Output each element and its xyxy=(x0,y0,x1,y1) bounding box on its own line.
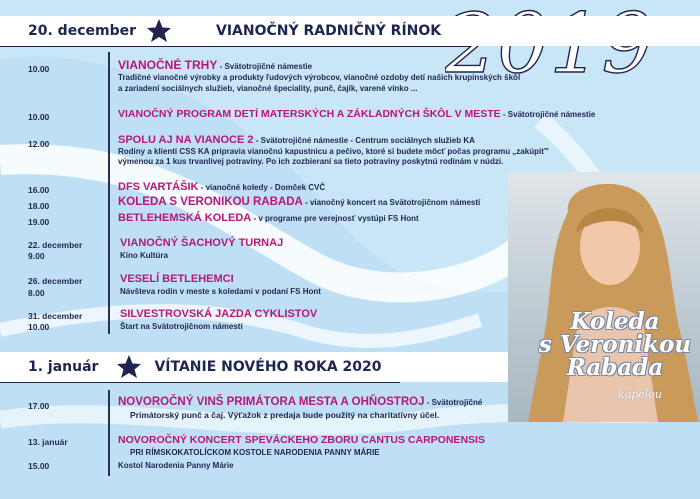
singer-photo xyxy=(508,172,700,422)
timeline-line xyxy=(108,52,110,334)
photo-title-line: Rabada xyxy=(566,354,664,381)
star-icon xyxy=(146,18,172,44)
event-title: VIANOČNÉ TRHY xyxy=(118,58,218,72)
event-date: 31. december xyxy=(28,311,83,321)
event-title: VIANOČNÝ ŠACHOVÝ TURNAJ xyxy=(120,237,284,249)
event-location: - Svätotrojičné námestie xyxy=(500,110,596,119)
event-location: - Svätotrojičné xyxy=(424,398,483,407)
event-title-betlehemska-koleda xyxy=(118,211,419,226)
event-title: SILVESTROVSKÁ JAZDA CYKLISTOV xyxy=(120,308,318,320)
event-desc-line: Kino Kultúra xyxy=(120,251,168,260)
event-desc-line: Primátorský punč a čaj. Výťažok z predaja bude použitý na charitatívny účel. xyxy=(130,410,440,420)
event-date: 26. december xyxy=(28,276,83,286)
event-time: 10.00 xyxy=(28,112,50,122)
event-desc-line: Rodiny a klienti CSS KA pripravia vianočnú kapustnicu a pečivo, ktoré si budete môcť počas programu „zakúpiť" xyxy=(118,147,549,156)
event-title-sachovy-turnaj xyxy=(120,236,283,250)
event-location: - Svätotrojičné námestie - Centrum sociálnych služieb KA xyxy=(253,136,475,145)
event-location: - vianočné koledy - Domček CVČ xyxy=(198,183,326,192)
event-time: 15.00 xyxy=(28,461,50,471)
event-desc-line: Tradičné vianočné výrobky a produkty ľudových výrobcov, vianočné ozdoby detí našich krupinských škôl xyxy=(118,73,521,82)
section-band-december xyxy=(0,16,700,46)
event-time: 10.00 xyxy=(28,322,50,332)
event-title-silvestrovska-jazda xyxy=(120,307,317,321)
event-title-koleda xyxy=(118,195,480,210)
event-location: - v programe pre verejnosť vystúpi FS Hont xyxy=(251,214,419,223)
event-desc-line: Kostol Narodenia Panny Márie xyxy=(118,461,234,470)
event-time: 8.00 xyxy=(28,288,45,298)
event-title: VIANOČNÝ PROGRAM DETÍ MATERSKÝCH A ZÁKLADNÝCH ŠKÔL V MESTE xyxy=(118,108,501,120)
timeline-line xyxy=(108,390,110,476)
event-date: 13. január xyxy=(28,437,68,447)
star-icon xyxy=(116,354,142,380)
section-date: 20. december xyxy=(28,23,136,39)
singer-portrait xyxy=(508,172,700,422)
photo-title-line: Koleda xyxy=(570,308,660,335)
event-time: 17.00 xyxy=(28,401,50,411)
event-title-novorocny-vins xyxy=(118,395,482,410)
section-date: 1. január xyxy=(28,359,99,375)
event-title: NOVOROČNÝ KONCERT SPEVÁCKEHO ZBORU CANTUS CARPONENSIS xyxy=(118,434,485,446)
event-title-dfs-vartasik xyxy=(118,180,325,195)
photo-title xyxy=(530,310,700,379)
event-title-spolu-aj-na-vianoce xyxy=(118,133,475,148)
photo-title-line: s Veronikou xyxy=(538,331,692,358)
event-title: SPOLU AJ NA VIANOCE 2 xyxy=(118,134,254,146)
event-desc-line: Štart na Svätotrojičnom námestí xyxy=(120,322,243,331)
event-time: 10.00 xyxy=(28,64,50,74)
event-title: VESELÍ BETLEHEMCI xyxy=(120,273,234,285)
event-desc-line: Návšteva rodín v meste s koledami v podaní FS Hont xyxy=(120,287,321,296)
event-title: DFS VARTÁŠIK xyxy=(118,181,199,193)
section-title: VÍTANIE NOVÉHO ROKA 2020 xyxy=(154,359,382,375)
event-time: 12.00 xyxy=(28,139,50,149)
event-desc-line: výmenou za 1 kus trvanlivej potraviny. Po ich zozbieraní sa tieto potraviny poskytnú rodinám v núdzi. xyxy=(118,157,504,166)
event-location: - Svätotrojičné námestie xyxy=(217,62,313,71)
event-desc-line: a zariadení sociálnych služieb, vianočné špeciality, punč, čajík, varené vínko ... xyxy=(118,84,418,93)
event-title-novorocny-koncert xyxy=(118,433,485,447)
photo-subtitle: kapelou xyxy=(618,388,662,401)
event-title-vianocne-trhy xyxy=(118,58,312,74)
event-title: KOLEDA S VERONIKOU RABADA xyxy=(118,196,303,208)
event-desc-line: PRI RÍMSKOKATOLÍCKOM KOSTOLE NARODENIA PANNY MÁRIE xyxy=(130,448,380,457)
event-title-program-deti xyxy=(118,107,595,122)
event-time: 18.00 xyxy=(28,201,50,211)
event-title: NOVOROČNÝ VINŠ PRIMÁTORA MESTA A OHŇOSTROJ xyxy=(118,396,425,408)
divider xyxy=(0,46,470,47)
divider xyxy=(0,382,400,383)
section-title: VIANOČNÝ RADNIČNÝ RÍNOK xyxy=(216,23,442,39)
event-title: BETLEHEMSKÁ KOLEDA xyxy=(118,212,252,224)
event-time: 16.00 xyxy=(28,185,50,195)
event-location: - vianočný koncert na Svätotrojičnom námestí xyxy=(302,198,481,207)
event-title-veseli-betlehemci xyxy=(120,272,234,286)
event-time: 9.00 xyxy=(28,251,45,261)
event-date: 22. december xyxy=(28,240,83,250)
event-time: 19.00 xyxy=(28,217,50,227)
